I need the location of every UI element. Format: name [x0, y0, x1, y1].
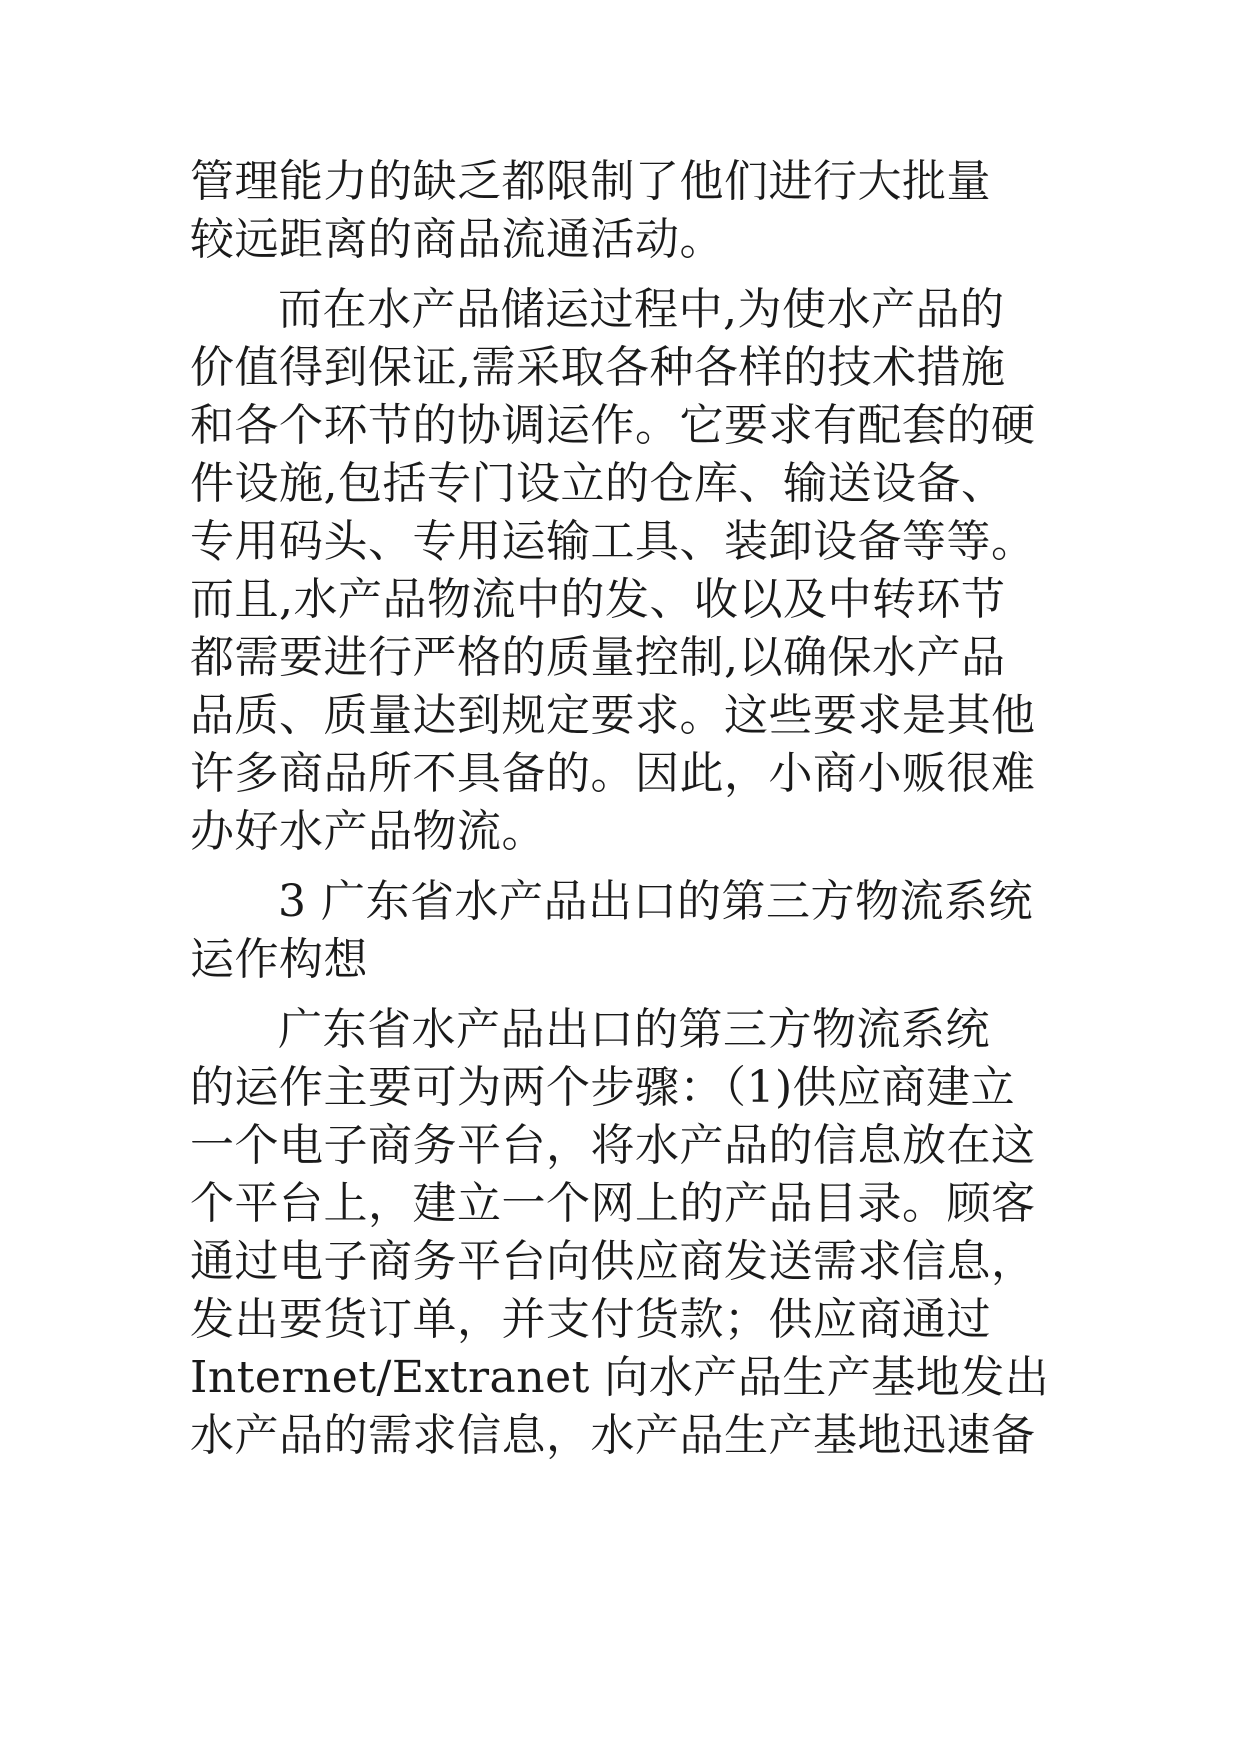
text-line: 管理能力的缺乏都限制了他们进行大批量 — [190, 156, 991, 207]
text-line: 较远距离的商品流通活动。 — [190, 214, 724, 265]
text-line: 水产品的需求信息，水产品生产基地迅速备 — [190, 1410, 1036, 1461]
text-line: Internet/Extranet 向水产品生产基地发出 — [190, 1352, 1050, 1403]
text-line: 品质、质量达到规定要求。这些要求是其他 — [190, 690, 1036, 741]
section-heading-continued: 运作构想 — [190, 934, 368, 985]
text-line: 都需要进行严格的质量控制,以确保水产品 — [190, 632, 1006, 683]
text-line: 办好水产品物流。 — [190, 806, 546, 857]
text-line: 而在水产品储运过程中,为使水产品的 — [278, 284, 1005, 335]
text-line: 的运作主要可为两个步骤：（1)供应商建立 — [190, 1062, 1016, 1113]
text-line: 通过电子商务平台向供应商发送需求信息， — [190, 1236, 1036, 1287]
text-line: 专用码头、专用运输工具、装卸设备等等。 — [190, 516, 1036, 567]
text-line: 价值得到保证,需采取各种各样的技术措施 — [190, 342, 1006, 393]
text-line: 一个电子商务平台，将水产品的信息放在这 — [190, 1120, 1036, 1171]
text-line: 发出要货订单，并支付货款；供应商通过 — [190, 1294, 991, 1345]
text-line: 件设施,包括专门设立的仓库、输送设备、 — [190, 458, 1006, 509]
text-line: 而且,水产品物流中的发、收以及中转环节 — [190, 574, 1006, 625]
section-heading: 3 广东省水产品出口的第三方物流系统 — [278, 876, 1033, 927]
text-line: 广东省水产品出口的第三方物流系统 — [278, 1004, 990, 1055]
text-line: 许多商品所不具备的。因此，小商小贩很难 — [190, 748, 1036, 799]
text-line: 和各个环节的协调运作。它要求有配套的硬 — [190, 400, 1036, 451]
text-line: 个平台上，建立一个网上的产品目录。顾客 — [190, 1178, 1036, 1229]
